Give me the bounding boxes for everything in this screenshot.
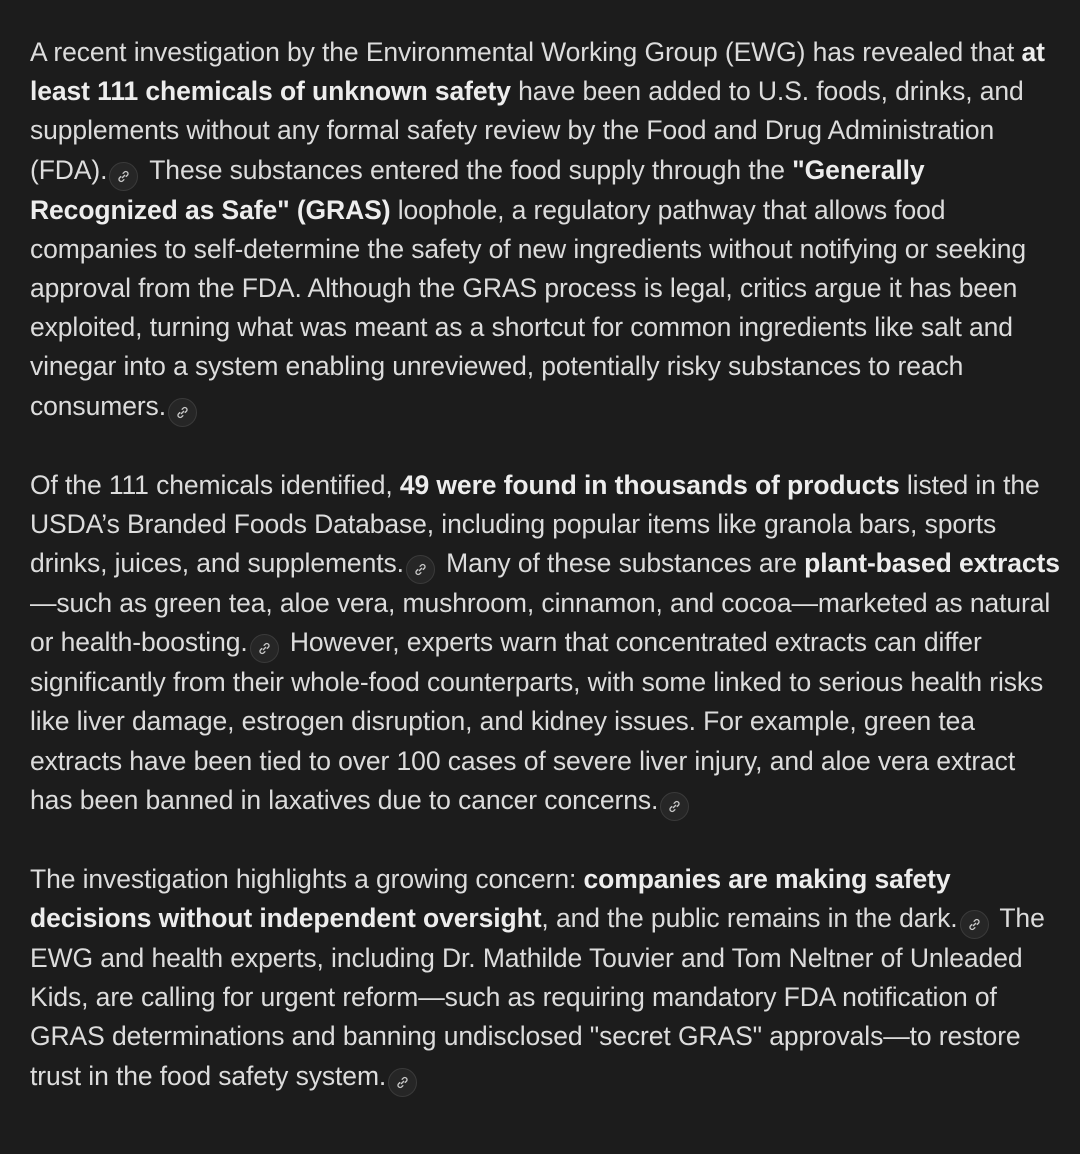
article-paragraph [30,860,1060,1097]
source-link-button[interactable] [250,634,279,663]
bold-text: "Generally Recognized as Safe" (GRAS) [30,154,925,225]
text-run: , and the public remains in the dark. [541,903,958,934]
link-icon [413,562,428,577]
link-icon [967,917,982,932]
link-icon [257,641,272,656]
article-paragraph [30,466,1060,821]
text-run: However, experts warn that concentrated extracts can differ significantly from their whole-food counterparts, with some linked to serious health risks like liver damage, estrogen disruption, and kidney issues. For example, green tea extracts have been tied to over 100 cases of severe liver injury, and aloe vera extract has been banned in laxatives due to cancer concerns. [30,627,1044,815]
text-run: Of the 111 chemicals identified, [30,469,400,500]
source-link-button[interactable] [109,162,138,191]
bold-text: 49 were found in thousands of products [399,469,900,500]
text-run: loophole, a regulatory pathway that allows food companies to self-determine the safety of new ingredients without notifying or seeking approval from the FDA. Although the GRAS process is legal, critics argue it has been exploited, turning what was meant as a shortcut for common ingredients like salt and vinegar into a system enabling unreviewed, potentially risky substances to reach consumers. [30,194,1027,421]
bold-text: companies are making safety decisions without independent oversight [30,863,951,934]
text-run: Many of these substances are [446,548,805,579]
article-body [30,33,1060,1136]
link-icon [175,405,190,420]
source-link-button[interactable] [406,555,435,584]
source-link-button[interactable] [660,792,689,821]
text-run: have been added to U.S. foods, drinks, and supplements without any formal safety review by the Food and Drug Administration (FDA). [30,76,1024,185]
text-run: listed in the USDA’s Branded Foods Database, including popular items like granola bars, sports drinks, juices, and supplements. [30,469,1040,579]
text-run: —such as green tea, aloe vera, mushroom, cinnamon, and cocoa—marketed as natural or health-boosting. [30,588,1051,658]
link-icon [116,169,131,184]
bold-text: at least 111 chemicals of unknown safety [30,37,1045,107]
link-icon [667,799,682,814]
source-link-button[interactable] [168,398,197,427]
source-link-button[interactable] [960,910,989,939]
article-paragraph [30,33,1060,427]
text-run: These substances entered the food supply through the [149,154,793,185]
text-run: The EWG and health experts, including Dr. Mathilde Touvier and Tom Neltner of Unleaded Kids, are calling for urgent reform—such as requiring mandatory FDA notification of GRAS determinations and banning undisclosed "secret GRAS" approvals—to restore trust in the food safety system. [30,903,1045,1091]
link-icon [395,1075,410,1090]
bold-text: plant-based extracts [804,548,1060,579]
text-run: A recent investigation by the Environmental Working Group (EWG) has revealed that [30,37,1022,67]
text-run: The investigation highlights a growing concern: [30,863,584,894]
source-link-button[interactable] [388,1068,417,1097]
